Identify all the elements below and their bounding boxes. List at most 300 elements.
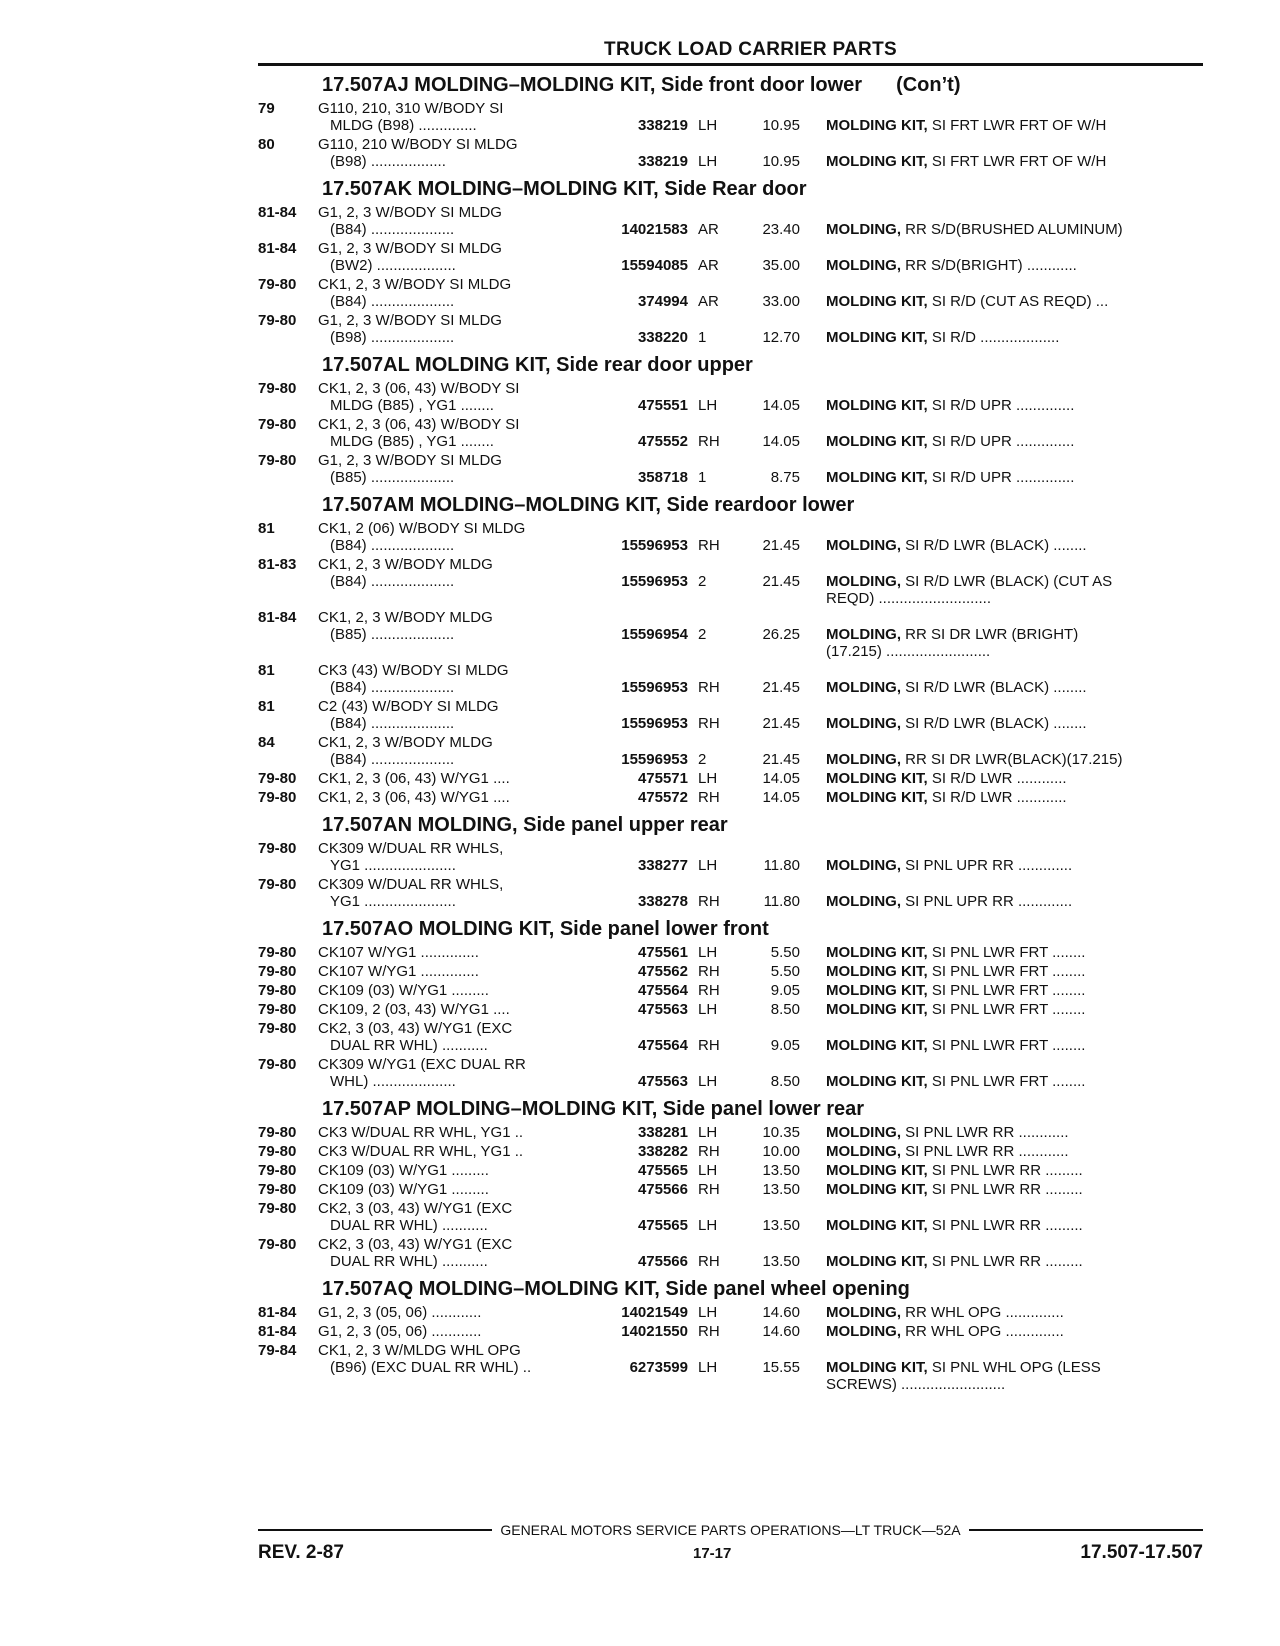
price: 21.45 — [762, 715, 800, 732]
price: 12.70 — [762, 329, 800, 346]
application-desc: CK107 W/YG1 .............. — [318, 944, 479, 961]
entry-line-1 — [258, 556, 1203, 573]
entry-line-1 — [258, 609, 1203, 626]
quantity: AR — [698, 293, 719, 310]
entry-line-1 — [258, 698, 1203, 715]
year-range: 81 — [258, 520, 275, 537]
section-title-text: 17.507AL MOLDING KIT, Side rear door upper — [322, 354, 753, 376]
quantity: LH — [698, 1001, 718, 1018]
entry-line-2 — [258, 153, 1203, 170]
part-name — [800, 1217, 1160, 1234]
part-number: 475572 — [637, 789, 688, 806]
part-number: 338219 — [637, 153, 688, 170]
year-spacer — [258, 221, 318, 238]
price: 5.50 — [770, 963, 800, 980]
application-desc: CK1, 2, 3 W/BODY MLDG — [318, 609, 493, 626]
quantity: LH — [698, 1304, 718, 1321]
entry-line — [258, 944, 1203, 961]
entry-line-1 — [258, 452, 1203, 469]
quantity: AR — [698, 221, 719, 238]
year-range: 79-80 — [258, 944, 297, 961]
entry-line-2 — [258, 257, 1203, 274]
application-desc-cont: MLDG (B85) , YG1 ........ — [330, 433, 494, 450]
part-name — [800, 117, 1160, 134]
part-name-rest: SI R/D LWR (BLACK) ........ — [901, 537, 1087, 554]
application-desc-cont: (B84) .................... — [330, 221, 455, 238]
application-desc: CK109 (03) W/YG1 ......... — [318, 982, 489, 999]
year-spacer — [258, 257, 318, 274]
parts-entry — [258, 734, 1203, 768]
application-desc-cont: (B84) .................... — [330, 537, 455, 554]
price-spacer — [722, 1376, 800, 1393]
part-number: 14021549 — [621, 1304, 688, 1321]
part-number: 358718 — [637, 469, 688, 486]
year-spacer — [258, 293, 318, 310]
part-name — [800, 1162, 1160, 1179]
part-name-bold: MOLDING, — [826, 1143, 901, 1160]
application-desc: G110, 210 W/BODY SI MLDG — [318, 136, 518, 153]
entry-line-1 — [258, 240, 1203, 257]
part-name-rest: SI PNL UPR RR ............. — [901, 857, 1073, 874]
entry-line — [258, 1323, 1203, 1340]
part-name-rest: SI R/D (CUT AS REQD) ... — [927, 293, 1109, 310]
year-range: 79-80 — [258, 1143, 297, 1160]
parts-entry — [258, 100, 1203, 134]
year-spacer — [258, 153, 318, 170]
part-name-bold: MOLDING KIT, — [826, 1359, 928, 1376]
part-name — [800, 982, 1160, 999]
parts-entry — [258, 698, 1203, 732]
year-range: 81-84 — [258, 240, 297, 257]
part-number: 475571 — [637, 770, 688, 787]
year-spacer — [258, 117, 318, 134]
quantity: RH — [698, 1037, 720, 1054]
entry-line — [258, 963, 1203, 980]
price: 35.00 — [762, 257, 800, 274]
part-name-bold: MOLDING KIT, — [826, 789, 928, 806]
price: 23.40 — [762, 221, 800, 238]
qty-spacer — [688, 1376, 722, 1393]
desc-spacer — [318, 1376, 608, 1393]
section-heading — [322, 916, 1203, 942]
year-range: 79-84 — [258, 1342, 297, 1359]
parts-entry — [258, 1236, 1203, 1270]
part-name-rest: SI R/D ................... — [927, 329, 1060, 346]
part-name-bold: MOLDING, — [826, 573, 901, 590]
entry-line-1 — [258, 204, 1203, 221]
quantity: LH — [698, 153, 718, 170]
entry-line-2 — [258, 893, 1203, 910]
parts-entry — [258, 1020, 1203, 1054]
entry-line-2 — [258, 1037, 1203, 1054]
part-number: 338219 — [637, 117, 688, 134]
quantity: AR — [698, 257, 719, 274]
part-name — [800, 573, 1160, 590]
part-name-rest: SI PNL LWR FRT ........ — [927, 963, 1086, 980]
application-desc-cont: (B98) .................. — [330, 153, 446, 170]
quantity: RH — [698, 1253, 720, 1270]
pn-spacer — [608, 643, 688, 660]
qty-spacer — [688, 643, 722, 660]
entry-line — [258, 1124, 1203, 1141]
part-number: 475566 — [637, 1253, 688, 1270]
entry-line-1 — [258, 1200, 1203, 1217]
part-name-bold: MOLDING, — [826, 857, 901, 874]
price: 13.50 — [762, 1217, 800, 1234]
parts-entry-short — [258, 1001, 1203, 1018]
year-range: 79-80 — [258, 1124, 297, 1141]
part-name — [800, 857, 1160, 874]
parts-entry — [258, 452, 1203, 486]
price-spacer — [722, 643, 800, 660]
part-name-rest: SI PNL LWR FRT ........ — [927, 944, 1086, 961]
year-spacer — [258, 893, 318, 910]
parts-entry — [258, 662, 1203, 696]
quantity: LH — [698, 1359, 718, 1376]
entry-line-2 — [258, 857, 1203, 874]
part-name-rest: SI R/D LWR ............ — [927, 770, 1067, 787]
price: 8.50 — [770, 1073, 800, 1090]
part-name — [800, 1073, 1160, 1090]
parts-entry-short — [258, 1162, 1203, 1179]
part-number: 475566 — [637, 1181, 688, 1198]
year-spacer — [258, 329, 318, 346]
entry-line-1 — [258, 380, 1203, 397]
price: 21.45 — [762, 537, 800, 554]
application-desc-cont: YG1 ...................... — [330, 857, 456, 874]
part-name — [800, 1124, 1160, 1141]
part-name — [800, 469, 1160, 486]
entry-line-2 — [258, 397, 1203, 414]
application-desc: CK1, 2, 3 (06, 43) W/BODY SI — [318, 416, 520, 433]
quantity: RH — [698, 537, 720, 554]
part-name-bold: MOLDING KIT, — [826, 944, 928, 961]
year-range: 79-80 — [258, 416, 297, 433]
price: 13.50 — [762, 1253, 800, 1270]
footer-rule-left — [258, 1529, 492, 1531]
pn-spacer — [608, 590, 688, 607]
catalog-page — [258, 38, 1203, 1393]
application-desc-cont: DUAL RR WHL) ........... — [330, 1253, 488, 1270]
quantity: LH — [698, 397, 718, 414]
year-range: 79-80 — [258, 276, 297, 293]
application-desc: CK1, 2, 3 (06, 43) W/BODY SI — [318, 380, 520, 397]
price: 14.05 — [762, 789, 800, 806]
entry-line-2 — [258, 573, 1203, 590]
part-name-rest: RR SI DR LWR(BLACK)(17.215) — [901, 751, 1123, 768]
entry-line-3 — [258, 1376, 1203, 1393]
part-name-rest: SI PNL LWR RR ............ — [901, 1124, 1069, 1141]
part-name — [800, 1359, 1160, 1376]
entry-line-2 — [258, 469, 1203, 486]
part-number: 14021550 — [621, 1323, 688, 1340]
application-desc: CK109, 2 (03, 43) W/YG1 .... — [318, 1001, 510, 1018]
parts-entry — [258, 876, 1203, 910]
parts-entry-short — [258, 982, 1203, 999]
year-range: 79-80 — [258, 840, 297, 857]
entry-line-1 — [258, 276, 1203, 293]
year-range: 79-80 — [258, 982, 297, 999]
part-name-rest: SI PNL LWR FRT ........ — [927, 1037, 1086, 1054]
page-number: 17-17 — [692, 1545, 732, 1562]
application-desc-cont: (B84) .................... — [330, 751, 455, 768]
revision-label: REV. 2-87 — [258, 1542, 344, 1563]
entry-line — [258, 982, 1203, 999]
price: 8.50 — [770, 1001, 800, 1018]
part-name — [800, 537, 1160, 554]
part-name-bold: MOLDING KIT, — [826, 293, 928, 310]
quantity: 1 — [698, 329, 707, 346]
entry-line-1 — [258, 1236, 1203, 1253]
footer-publisher: GENERAL MOTORS SERVICE PARTS OPERATIONS—LT TRUCK—52A — [500, 1522, 961, 1538]
part-name-rest: SI PNL LWR RR ......... — [927, 1217, 1083, 1234]
section-heading — [322, 72, 1203, 98]
qty-spacer — [688, 590, 722, 607]
price: 14.60 — [762, 1323, 800, 1340]
parts-entry — [258, 312, 1203, 346]
price-spacer — [722, 590, 800, 607]
parts-entry-short — [258, 1181, 1203, 1198]
application-desc: G1, 2, 3 W/BODY SI MLDG — [318, 204, 502, 221]
part-name-rest: SI R/D UPR .............. — [927, 469, 1075, 486]
quantity: RH — [698, 789, 720, 806]
parts-entry — [258, 276, 1203, 310]
quantity: RH — [698, 1143, 720, 1160]
entry-line — [258, 1181, 1203, 1198]
year-spacer — [258, 626, 318, 643]
pn-spacer — [608, 1376, 688, 1393]
entry-line-1 — [258, 136, 1203, 153]
part-number: 338278 — [637, 893, 688, 910]
application-desc: CK2, 3 (03, 43) W/YG1 (EXC — [318, 1236, 513, 1253]
application-desc: CK3 W/DUAL RR WHL, YG1 .. — [318, 1124, 524, 1141]
part-name-rest: SI FRT LWR FRT OF W/H — [927, 117, 1107, 134]
year-spacer — [258, 679, 318, 696]
section-heading — [322, 812, 1203, 838]
application-desc-cont: (B84) .................... — [330, 293, 455, 310]
part-name-bold: MOLDING KIT, — [826, 1073, 928, 1090]
section-title-text: 17.507AJ MOLDING–MOLDING KIT, Side front door lower — [322, 74, 863, 96]
year-spacer — [258, 590, 318, 607]
price: 9.05 — [770, 982, 800, 999]
section-title-text: 17.507AP MOLDING–MOLDING KIT, Side panel lower rear — [322, 1098, 865, 1120]
parts-entry — [258, 136, 1203, 170]
application-desc: CK1, 2, 3 W/BODY MLDG — [318, 556, 493, 573]
application-desc: G1, 2, 3 (05, 06) ............ — [318, 1304, 482, 1321]
part-name-rest: SI PNL WHL OPG (LESS — [927, 1359, 1101, 1376]
parts-entry — [258, 556, 1203, 607]
part-name-rest: SI R/D LWR ............ — [927, 789, 1067, 806]
parts-entry-short — [258, 1143, 1203, 1160]
year-range: 79-80 — [258, 1020, 297, 1037]
entry-line-2 — [258, 1217, 1203, 1234]
part-name — [800, 221, 1160, 238]
entry-line — [258, 1304, 1203, 1321]
parts-entry — [258, 380, 1203, 414]
year-spacer — [258, 1037, 318, 1054]
price: 5.50 — [770, 944, 800, 961]
part-name-rest: RR WHL OPG .............. — [901, 1323, 1064, 1340]
quantity: LH — [698, 1217, 718, 1234]
part-name-bold: MOLDING KIT, — [826, 770, 928, 787]
price: 21.45 — [762, 679, 800, 696]
part-name — [800, 751, 1160, 768]
quantity: RH — [698, 1181, 720, 1198]
part-name-bold: MOLDING, — [826, 626, 901, 643]
entry-line-3 — [258, 643, 1203, 660]
year-range: 81 — [258, 698, 275, 715]
year-range: 79-80 — [258, 380, 297, 397]
section-title-text: 17.507AK MOLDING–MOLDING KIT, Side Rear door — [322, 178, 807, 200]
entry-line-2 — [258, 715, 1203, 732]
part-number: 15596953 — [621, 751, 688, 768]
part-name — [800, 944, 1160, 961]
part-name — [800, 1037, 1160, 1054]
application-desc-cont: DUAL RR WHL) ........... — [330, 1037, 488, 1054]
footer-rule-right — [969, 1529, 1203, 1531]
year-range: 79-80 — [258, 1056, 297, 1073]
part-name-rest: SI R/D LWR (BLACK) ........ — [901, 715, 1087, 732]
year-range: 79-80 — [258, 770, 297, 787]
year-range: 79-80 — [258, 963, 297, 980]
part-name — [800, 893, 1160, 910]
part-name-bold: MOLDING, — [826, 893, 901, 910]
application-desc: CK1, 2, 3 W/BODY MLDG — [318, 734, 493, 751]
entry-line-1 — [258, 1056, 1203, 1073]
year-range: 79 — [258, 100, 275, 117]
part-name-bold: MOLDING, — [826, 715, 901, 732]
quantity: 2 — [698, 626, 707, 643]
part-number: 15594085 — [621, 257, 688, 274]
application-desc: G1, 2, 3 W/BODY SI MLDG — [318, 452, 502, 469]
part-name-cont: REQD) ........................... — [826, 590, 992, 607]
application-desc: CK2, 3 (03, 43) W/YG1 (EXC — [318, 1200, 513, 1217]
price: 14.05 — [762, 397, 800, 414]
application-desc: C2 (43) W/BODY SI MLDG — [318, 698, 499, 715]
part-number: 338281 — [637, 1124, 688, 1141]
price: 10.35 — [762, 1124, 800, 1141]
parts-entry-short — [258, 770, 1203, 787]
quantity: RH — [698, 715, 720, 732]
part-name-rest: SI R/D LWR (BLACK) ........ — [901, 679, 1087, 696]
year-spacer — [258, 397, 318, 414]
part-number: 475565 — [637, 1217, 688, 1234]
year-range: 81 — [258, 662, 275, 679]
application-desc-cont: (B98) .................... — [330, 329, 455, 346]
quantity: RH — [698, 679, 720, 696]
section-heading — [322, 492, 1203, 518]
entry-line-2 — [258, 117, 1203, 134]
part-name-rest: SI PNL UPR RR ............. — [901, 893, 1073, 910]
application-desc: CK1, 2, 3 W/BODY SI MLDG — [318, 276, 512, 293]
part-number: 338282 — [637, 1143, 688, 1160]
part-name-bold: MOLDING, — [826, 1304, 901, 1321]
part-name-cont: SCREWS) ......................... — [826, 1376, 1006, 1393]
entry-line-1 — [258, 520, 1203, 537]
desc-spacer — [318, 590, 608, 607]
page-title: TRUCK LOAD CARRIER PARTS — [604, 39, 897, 60]
entry-line-2 — [258, 537, 1203, 554]
quantity: 2 — [698, 751, 707, 768]
price: 10.95 — [762, 117, 800, 134]
section-heading — [322, 1096, 1203, 1122]
part-name — [800, 1001, 1160, 1018]
entry-line-1 — [258, 312, 1203, 329]
application-desc-cont: (B84) .................... — [330, 715, 455, 732]
application-desc: CK107 W/YG1 .............. — [318, 963, 479, 980]
part-number: 15596953 — [621, 715, 688, 732]
year-spacer — [258, 1359, 318, 1376]
part-name-rest: SI PNL LWR FRT ........ — [927, 982, 1086, 999]
part-number: 15596953 — [621, 537, 688, 554]
part-number: 475562 — [637, 963, 688, 980]
part-name-rest: SI PNL LWR RR ......... — [927, 1253, 1083, 1270]
part-name-bold: MOLDING KIT, — [826, 117, 928, 134]
application-desc: CK1, 2, 3 (06, 43) W/YG1 .... — [318, 770, 510, 787]
entry-line-2 — [258, 329, 1203, 346]
entry-line-2 — [258, 751, 1203, 768]
price: 10.95 — [762, 153, 800, 170]
part-number: 475563 — [637, 1001, 688, 1018]
part-name-bold: MOLDING KIT, — [826, 982, 928, 999]
part-number: 15596953 — [621, 679, 688, 696]
part-number: 475561 — [637, 944, 688, 961]
quantity: RH — [698, 893, 720, 910]
application-desc: G1, 2, 3 W/BODY SI MLDG — [318, 312, 502, 329]
application-desc-cont: (BW2) ................... — [330, 257, 456, 274]
quantity: RH — [698, 963, 720, 980]
part-name-bold: MOLDING KIT, — [826, 1217, 928, 1234]
application-desc: CK3 W/DUAL RR WHL, YG1 .. — [318, 1143, 524, 1160]
part-number: 374994 — [637, 293, 688, 310]
part-name — [800, 1253, 1160, 1270]
part-number: 6273599 — [629, 1359, 688, 1376]
parts-entry — [258, 520, 1203, 554]
part-number: 15596954 — [621, 626, 688, 643]
year-range: 81-84 — [258, 1323, 297, 1340]
part-name — [800, 257, 1160, 274]
part-name — [800, 1143, 1160, 1160]
part-name-rest: SI R/D UPR .............. — [927, 397, 1075, 414]
part-number: 475564 — [637, 1037, 688, 1054]
part-name-bold: MOLDING, — [826, 679, 901, 696]
parts-entry-short — [258, 1323, 1203, 1340]
parts-entry — [258, 840, 1203, 874]
part-name-bold: MOLDING KIT, — [826, 397, 928, 414]
parts-entry — [258, 240, 1203, 274]
part-number: 14021583 — [621, 221, 688, 238]
year-spacer — [258, 1073, 318, 1090]
parts-entry — [258, 1056, 1203, 1090]
section-range: 17.507-17.507 — [1080, 1542, 1203, 1563]
price: 26.25 — [762, 626, 800, 643]
page-footer — [258, 1522, 1203, 1564]
price: 11.80 — [763, 857, 800, 874]
year-range: 81-84 — [258, 609, 297, 626]
parts-entry-short — [258, 1304, 1203, 1321]
entry-line-1 — [258, 1020, 1203, 1037]
part-name-rest: SI R/D UPR .............. — [927, 433, 1075, 450]
quantity: 1 — [698, 469, 707, 486]
section-heading — [322, 1276, 1203, 1302]
entry-line-2 — [258, 221, 1203, 238]
year-range: 80 — [258, 136, 275, 153]
entry-line-2 — [258, 433, 1203, 450]
entry-line — [258, 1143, 1203, 1160]
year-spacer — [258, 857, 318, 874]
part-name-rest: SI PNL LWR FRT ........ — [927, 1073, 1086, 1090]
application-desc: CK3 (43) W/BODY SI MLDG — [318, 662, 509, 679]
